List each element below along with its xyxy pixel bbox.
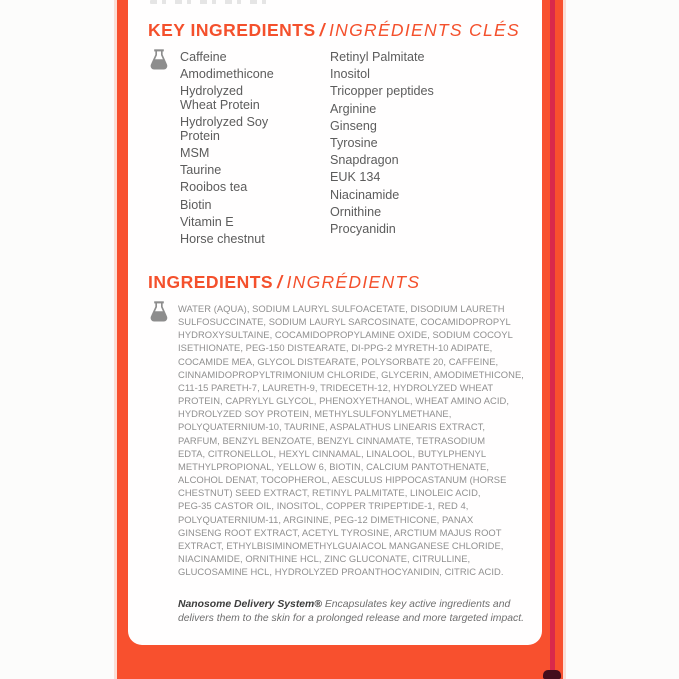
list-item: PARFUM, BENZYL BENZOATE, BENZYL CINNAMATE, TETRASODIUM <box>178 434 486 446</box>
ingredients-title-fr: INGRÉDIENTS <box>286 272 421 292</box>
flask-icon <box>148 49 170 72</box>
list-item: Rooibos tea <box>180 180 248 195</box>
list-item: WATER (AQUA), SODIUM LAURYL SULFOACETATE, DISODIUM LAURETH <box>178 303 505 314</box>
list-item: Procyanidin <box>330 221 396 236</box>
list-item: CINNAMIDOPROPYLTRIMONIUM CHLORIDE, GLYCERIN, AMODIMETHICONE, <box>178 368 524 380</box>
label-orange-border <box>117 0 563 679</box>
list-item: Tricopper peptides <box>330 84 434 99</box>
ingredients-heading <box>148 272 420 293</box>
list-item: NIACINAMIDE, ORNITHINE HCL, ZINC GLUCONATE, CITRULLINE, <box>178 552 471 564</box>
list-item: PEG-35 CASTOR OIL, INOSITOL, COPPER TRIPEPTIDE-1, RED 4, <box>178 500 469 512</box>
inci-ingredient-list <box>178 302 544 578</box>
list-item: Tyrosine <box>330 135 378 150</box>
label-white-panel <box>128 0 542 645</box>
ingredients-title-en: INGREDIENTS <box>148 272 274 292</box>
key-ingredients-title-en: KEY INGREDIENTS <box>148 20 316 40</box>
list-item: Snapdragon <box>330 153 399 168</box>
list-item: Retinyl Palmitate <box>330 50 425 64</box>
key-ingredients-heading <box>148 20 520 41</box>
key-ingredients-column-1 <box>180 51 328 250</box>
list-item: Hydrolyzed Soy Protein <box>180 115 269 143</box>
key-ingredients-title-fr: INGRÉDIENTS CLÉS <box>329 20 520 40</box>
list-item: SULFOSUCCINATE, SODIUM LAURYL SARCOSINATE, COCAMIDOPROPYL <box>178 316 511 328</box>
list-item: C11-15 PARETH-7, LAURETH-9, TRIDECETH-12, HYDROLYZED WHEAT <box>178 381 494 393</box>
list-item: HYDROLYZED SOY PROTEIN, METHYLSULFONYLMETHANE, <box>178 408 452 420</box>
list-item: Arginine <box>330 101 377 116</box>
list-item: Inositol <box>330 67 370 82</box>
list-item: Amodimethicone <box>180 67 274 82</box>
list-item: METHYLPROPIONAL, YELLOW 6, BIOTIN, CALCIUM PANTOTHENATE, <box>178 460 490 472</box>
list-item: Horse chestnut <box>180 231 265 246</box>
list-item: Niacinamide <box>330 187 400 202</box>
label-edge-red-stripe <box>550 0 555 679</box>
list-item: Ginseng <box>330 118 377 133</box>
heading-divider: / <box>277 272 283 292</box>
list-item: GINSENG ROOT EXTRACT, ACETYL TYROSINE, ARCTIUM MAJUS ROOT <box>178 526 502 538</box>
list-item: HYDROXYSULTAINE, COCAMIDOPROPYLAMINE OXIDE, SODIUM COCOYL <box>178 329 513 341</box>
nanosome-note-body: Encapsulates key active ingredients and delivers them to the skin for a prolonged release and more targeted impact. <box>178 599 524 624</box>
list-item: Hydrolyzed Wheat Protein <box>180 84 260 112</box>
nanosome-note-lead: Nanosome Delivery System® <box>178 599 322 610</box>
list-item: EUK 134 <box>330 170 381 185</box>
list-item: Ornithine <box>330 204 382 219</box>
list-item: ISETHIONATE, PEG-150 DISTEARATE, DI-PPG-2 MYRETH-10 ADIPATE, <box>178 342 493 354</box>
list-item: EDTA, CITRONELLOL, HEXYL CINNAMAL, LINALOOL, BUTYLPHENYL <box>178 447 487 459</box>
key-ingredients-column-2 <box>330 51 520 240</box>
list-item: POLYQUATERNIUM-11, ARGININE, PEG-12 DIMETHICONE, PANAX <box>178 513 474 525</box>
list-item: EXTRACT, ETHYLBISIMINOMETHYLGUAIACOL MANGANESE CHLORIDE, <box>178 539 504 551</box>
list-item: GLUCOSAMINE HCL, HYDROLYZED PROANTHOCYANIDIN, CITRIC ACID. <box>178 566 504 578</box>
list-item: MSM <box>180 145 210 160</box>
list-item: ALCOHOL DENAT, TOCOPHEROL, AESCULUS HIPPOCASTANUM (HORSE <box>178 474 507 486</box>
heading-divider: / <box>319 20 325 40</box>
list-item: Biotin <box>180 197 212 212</box>
list-item: COCAMIDE MEA, GLYCOL DISTEARATE, POLYSORBATE 20, CAFFEINE, <box>178 355 499 367</box>
list-item: Vitamin E <box>180 214 234 229</box>
cropped-text-fragment <box>150 0 272 4</box>
list-item: PROTEIN, CAPRYLYL GLYCOL, PHENOXYETHANOL, WHEAT AMINO ACID, <box>178 395 509 407</box>
flask-icon <box>148 301 170 324</box>
list-item: Caffeine <box>180 50 227 64</box>
list-item: POLYQUATERNIUM-10, TAURINE, ASPALATHUS LINEARIS EXTRACT, <box>178 421 486 433</box>
nanosome-note <box>178 598 546 625</box>
list-item: CHESTNUT) SEED EXTRACT, RETINYL PALMITATE, LINOLEIC ACID, <box>178 487 481 499</box>
list-item: Taurine <box>180 163 222 178</box>
label-edge-dark-corner <box>543 670 561 679</box>
